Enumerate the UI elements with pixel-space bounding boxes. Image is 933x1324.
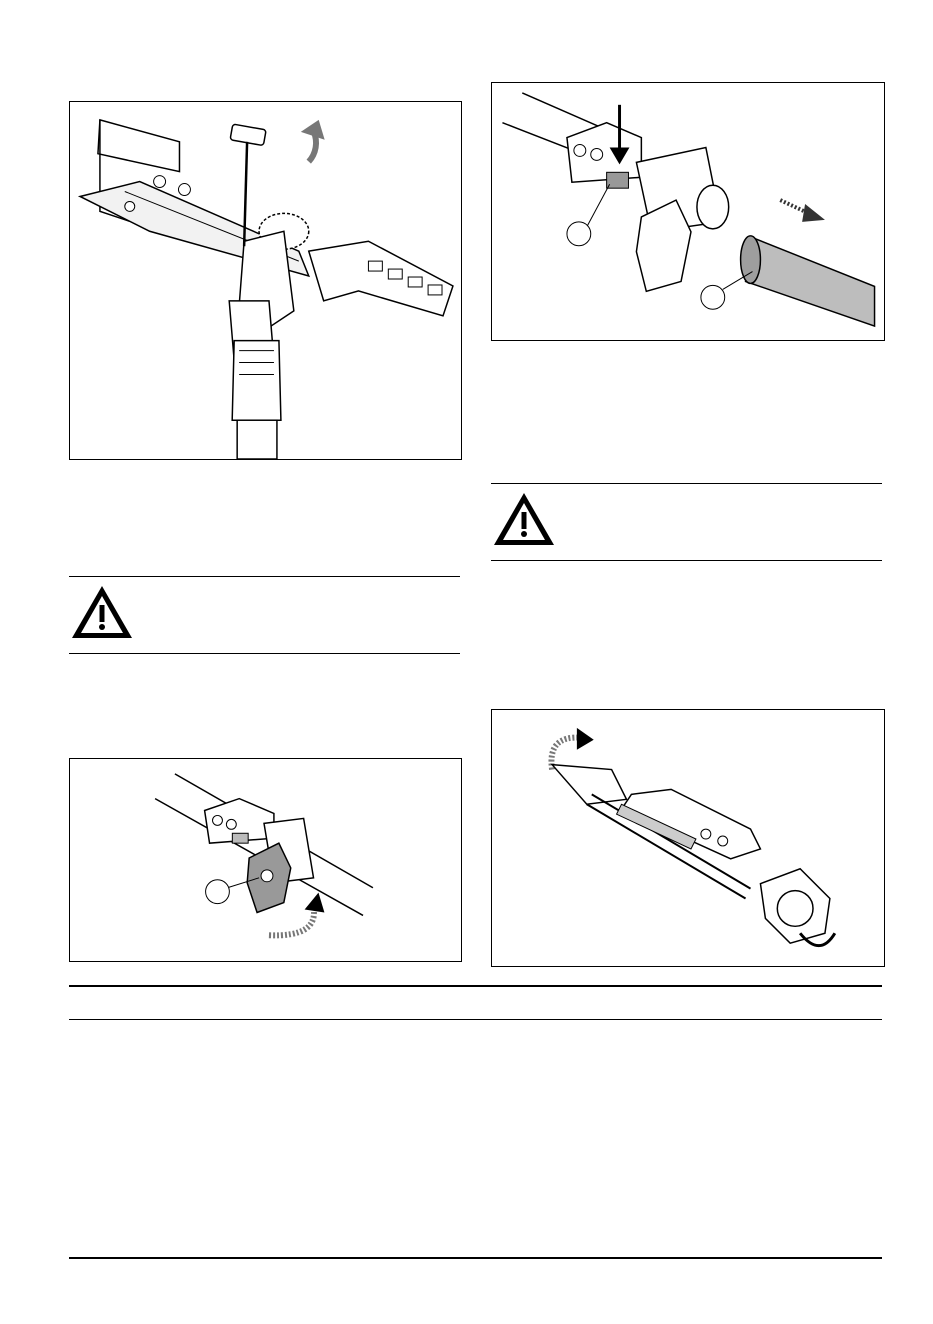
figure-1-illustration bbox=[70, 102, 461, 459]
warning-rule-bottom-right bbox=[491, 560, 882, 561]
section-rule-top bbox=[69, 985, 882, 987]
figure-1-tighten-handle-screw bbox=[69, 101, 462, 460]
section-rule-bottom bbox=[69, 1019, 882, 1020]
footer-rule bbox=[69, 1257, 882, 1259]
figure-2-illustration bbox=[492, 83, 884, 340]
warning-triangle-icon bbox=[491, 490, 557, 548]
rotate-arrow-icon bbox=[301, 120, 325, 162]
warning-triangle-icon bbox=[69, 583, 135, 641]
callout-circle-2 bbox=[701, 285, 725, 309]
warning-rule-top-right bbox=[491, 483, 882, 484]
warning-rule-bottom-left bbox=[69, 653, 460, 654]
rotate-arrow-icon bbox=[551, 728, 593, 770]
figure-3-illustration bbox=[70, 759, 461, 961]
figure-4-rotate-tool bbox=[491, 709, 885, 967]
figure-4-illustration bbox=[492, 710, 884, 966]
warning-rule-top-left bbox=[69, 576, 460, 577]
figure-3-tighten-knob bbox=[69, 758, 462, 962]
pull-out-arrow-icon bbox=[780, 200, 825, 222]
figure-2-remove-shaft bbox=[491, 82, 885, 341]
callout-circle-1 bbox=[567, 222, 591, 246]
callout-circle-3 bbox=[206, 880, 230, 904]
